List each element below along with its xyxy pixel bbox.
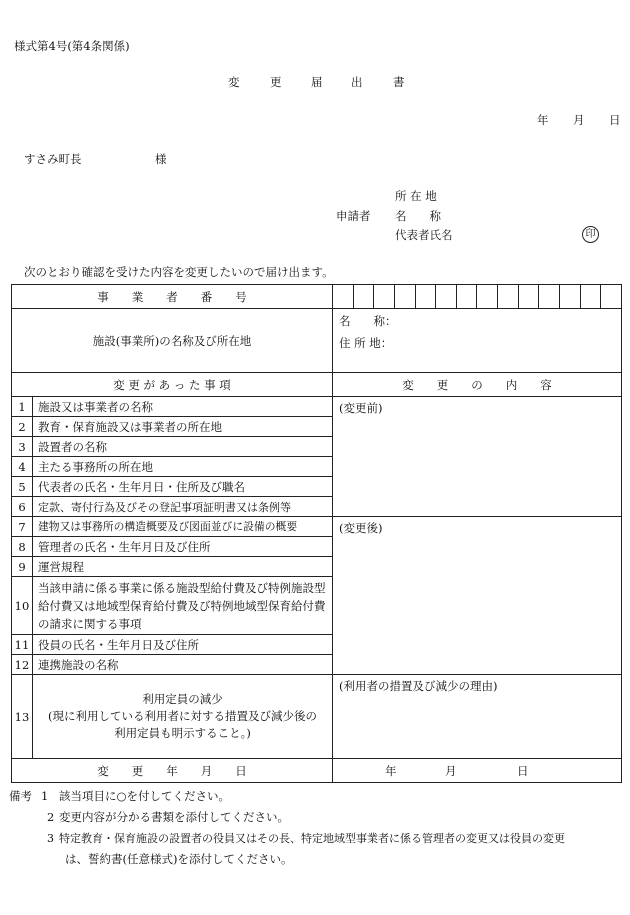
title-char: 変 (228, 75, 241, 89)
change-date-cell[interactable] (333, 759, 622, 783)
changed-items-header: 変 更 が あ っ た 事 項 (12, 373, 333, 397)
item-number: 6 (12, 497, 33, 517)
title-char: 書 (393, 75, 406, 89)
item-number: 8 (12, 537, 33, 557)
item-label: 施設又は事業者の名称 (33, 397, 333, 417)
item-label: 建物又は事務所の構造概要及び図面並びに設備の概要 (33, 517, 333, 537)
notes-label: 備考 (9, 789, 32, 803)
applicant-label: 申請者 (336, 209, 371, 223)
item-label: 管理者の氏名・生年月日及び住所 (33, 537, 333, 557)
date-day-label: 日 (609, 113, 621, 127)
item-label: 連携施設の名称 (33, 655, 333, 675)
change-date-day: 日 (517, 764, 529, 778)
item-number: 3 (12, 437, 33, 457)
date-month-label: 月 (573, 113, 585, 127)
business-number-label: 事 業 者 番 号 (12, 285, 333, 309)
facility-info-cell[interactable] (333, 309, 622, 373)
reason-label: (利用者の措置及び減少の理由) (339, 679, 498, 693)
note-text: 変更内容が分かる書類を添付してください。 (59, 810, 289, 824)
note-row (9, 786, 624, 807)
item-number: 1 (12, 397, 33, 417)
form-number: 様式第4号(第4条関係) (14, 39, 130, 53)
title-char: 届 (311, 75, 324, 89)
item-label: 定款、寄付行為及びその登記事項証明書又は条例等 (33, 497, 333, 517)
date-year-label: 年 (537, 113, 549, 127)
item-label: 代表者の氏名・生年月日・住所及び職名 (33, 477, 333, 497)
applicant-rep-label: 代表者氏名 (395, 228, 453, 242)
item-label: 主たる事務所の所在地 (33, 457, 333, 477)
business-number-boxes[interactable] (333, 285, 622, 309)
item-number: 5 (12, 477, 33, 497)
digit-box[interactable] (333, 285, 353, 308)
applicant-address-label: 所 在 地 (395, 189, 437, 203)
item-label: 役員の氏名・生年月日及び住所 (33, 635, 333, 655)
digit-box[interactable] (415, 285, 436, 308)
digit-box[interactable] (559, 285, 580, 308)
change-form-table (11, 284, 622, 783)
notes-section (9, 786, 624, 870)
change-content-header: 変 更 の 内 容 (333, 373, 622, 397)
item-13-line1: 利用定員の減少 (142, 692, 223, 706)
facility-address-label: 住 所 地： (339, 336, 393, 350)
note-number: 1 (41, 789, 49, 803)
note-text: 該当項目に○を付してください。 (59, 789, 231, 803)
digit-box[interactable] (456, 285, 477, 308)
digit-box[interactable] (353, 285, 374, 308)
item-label: 教育・保育施設又は事業者の所在地 (33, 417, 333, 437)
digit-box[interactable] (518, 285, 539, 308)
note-row (9, 849, 624, 870)
digit-box[interactable] (600, 285, 621, 308)
note-number: 2 (47, 810, 55, 824)
addressee: すさみ町長 (24, 152, 82, 166)
digit-box[interactable] (435, 285, 456, 308)
before-change-cell[interactable] (333, 397, 622, 517)
item-13-line3: 利用定員も明示すること。) (114, 726, 251, 740)
item-number: 12 (12, 655, 33, 675)
item-label: 当該申請に係る事業に係る施設型給付費及び特例施設型給付費又は地域型保育給付費及び特例地域型保育給付費の請求に関する事項 (33, 577, 333, 635)
note-row (9, 807, 624, 828)
item-number: 4 (12, 457, 33, 477)
note-text: 特定教育・保育施設の設置者の役員又はその長、特定地域型事業者に係る管理者の変更又は役員の変更 (59, 832, 565, 845)
item-number: 13 (12, 675, 33, 759)
digit-box[interactable] (394, 285, 415, 308)
seal-mark: 印 (582, 226, 599, 243)
facility-label: 施設(事業所)の名称及び所在地 (12, 309, 333, 373)
change-date-label: 変 更 年 月 日 (12, 759, 333, 783)
reason-cell[interactable] (333, 675, 622, 759)
digit-box[interactable] (497, 285, 518, 308)
change-date-month: 月 (445, 764, 457, 778)
item-13-line2: (現に利用している利用者に対する措置及び減少後の (48, 709, 317, 723)
digit-box[interactable] (538, 285, 559, 308)
digit-box[interactable] (476, 285, 497, 308)
after-label: (変更後) (339, 521, 383, 535)
digit-box[interactable] (373, 285, 394, 308)
item-13-cell (33, 675, 333, 759)
before-label: (変更前) (339, 401, 383, 415)
item-number: 11 (12, 635, 33, 655)
honorific: 様 (155, 152, 167, 166)
after-change-cell[interactable] (333, 517, 622, 675)
note-row (9, 828, 624, 849)
title-char: 出 (351, 75, 364, 89)
change-date-year: 年 (385, 764, 397, 778)
item-number: 9 (12, 557, 33, 577)
item-label: 設置者の名称 (33, 437, 333, 457)
note-text: は、誓約書(任意様式)を添付してください。 (65, 852, 293, 866)
item-label: 運営規程 (33, 557, 333, 577)
applicant-name-label: 名 称 (395, 209, 441, 223)
item-number: 10 (12, 577, 33, 635)
item-number: 2 (12, 417, 33, 437)
item-number: 7 (12, 517, 33, 537)
facility-name-label: 名 称： (339, 314, 397, 328)
note-number: 3 (47, 832, 54, 845)
intro-text: 次のとおり確認を受けた内容を変更したいので届け出ます。 (24, 265, 334, 279)
digit-box[interactable] (580, 285, 601, 308)
title-char: 更 (270, 75, 283, 89)
